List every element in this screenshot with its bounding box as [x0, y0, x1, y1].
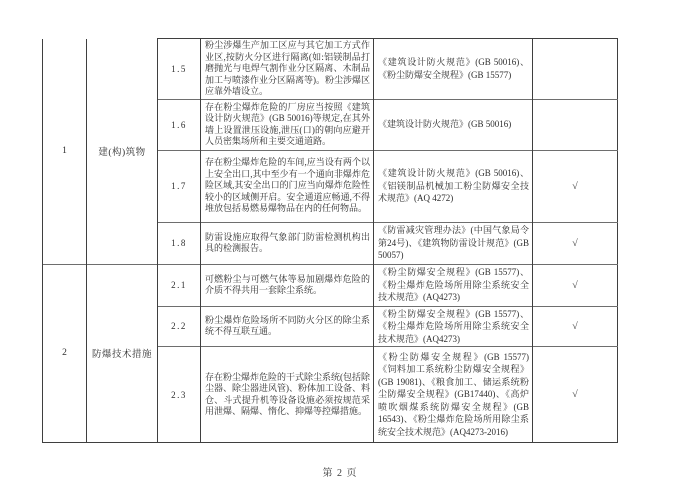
- category-cell: 建(构)筑物: [87, 39, 158, 265]
- checkmark-cell: [533, 39, 618, 100]
- standards-cell: 《建筑设计防火规范》(GB 50016): [374, 99, 533, 150]
- standards-cell: 《粉尘防爆安全规程》(GB 15577)、《粉尘爆炸危险场所用除尘系统安全技术规范》(AQ4273): [374, 264, 533, 306]
- checkmark-cell: [533, 99, 618, 150]
- standards-cell: 《防雷减灾管理办法》(中国气象局令第24号)、《建筑物防雷设计规范》(GB 50057): [374, 222, 533, 264]
- serial-cell: 1: [43, 39, 87, 265]
- requirement-text-cell: 粉尘爆炸危险场所不同防火分区的除尘系统不得互联互通。: [201, 306, 374, 347]
- item-number-cell: 2.3: [158, 347, 201, 443]
- checkmark-cell: √: [533, 264, 618, 306]
- requirement-text-cell: 存在粉尘爆炸危险的厂房应当按照《建筑设计防火规范》(GB 50016)等规定,在其外墙上设置泄压设施,泄压(口)的朝向应避开人员密集场所和主要交通道路。: [201, 99, 374, 150]
- item-number-cell: 2.2: [158, 306, 201, 347]
- checkmark-cell: √: [533, 150, 618, 222]
- item-number-cell: 1.8: [158, 222, 201, 264]
- item-number-cell: 1.5: [158, 39, 201, 100]
- requirement-text-cell: 存在粉尘爆炸危险的干式除尘系统(包括除尘器、除尘器进风管)、粉体加工设备、料仓、斗式提升机等设备设施必须按规范采用泄爆、隔爆、惰化、抑爆等控爆措施。: [201, 347, 374, 443]
- checkmark-cell: √: [533, 306, 618, 347]
- item-number-cell: 1.6: [158, 99, 201, 150]
- requirement-text-cell: 粉尘涉爆生产加工区应与其它加工方式作业区,按防火分区进行隔离(如:铝镁制品打磨抛光与电焊气割作业分区隔离、木制品加工与喷漆作业分区隔离等)。粉尘涉爆区应靠外墙设立。: [201, 39, 374, 100]
- table-row: [43, 264, 618, 306]
- page-number-footer: 第 2 页: [322, 468, 358, 479]
- standards-cell: 《建筑设计防火规范》(GB 50016)、《铝镁制品机械加工粉尘防爆安全技术规范》(AQ 4272): [374, 150, 533, 222]
- checkmark-cell: √: [533, 222, 618, 264]
- requirement-text-cell: 存在粉尘爆炸危险的车间,应当设有两个以上安全出口,其中至少有一个通向非爆炸危险区域,其安全出口的门应当向爆炸危险性较小的区域侧开启。安全通道应畅通,不得堆放包括易燃易爆物品在内的任何物品。: [201, 150, 374, 222]
- standards-cell: 《粉尘防爆安全规程》(GB 15577)《饲料加工系统粉尘防爆安全规程》(GB 19081)、《粮食加工、储运系统粉尘防爆安全规程》(GB17440)、《高炉喷吹烟煤系统防爆安全规程》(GB 16543)、《粉尘爆炸危险场所用除尘系统安全技术规范》(AQ4273-2016): [374, 347, 533, 443]
- item-number-cell: 2.1: [158, 264, 201, 306]
- standards-cell: 《粉尘防爆安全规程》(GB 15577)、《粉尘爆炸危险场所用除尘系统安全技术规范》(AQ4273): [374, 306, 533, 347]
- standards-cell: 《建筑设计防火规范》(GB 50016)、《粉尘防爆安全规程》(GB 15577): [374, 39, 533, 100]
- inspection-checklist-table: [42, 38, 618, 443]
- item-number-cell: 1.7: [158, 150, 201, 222]
- requirement-text-cell: 防雷设施应取得气象部门防雷检测机构出具的检测报告。: [201, 222, 374, 264]
- checkmark-cell: √: [533, 347, 618, 443]
- serial-cell: 2: [43, 264, 87, 443]
- requirement-text-cell: 可燃粉尘与可燃气体等易加剧爆炸危险的介质不得共用一套除尘系统。: [201, 264, 374, 306]
- table-row: [43, 39, 618, 100]
- category-cell: 防爆技术措施: [87, 264, 158, 443]
